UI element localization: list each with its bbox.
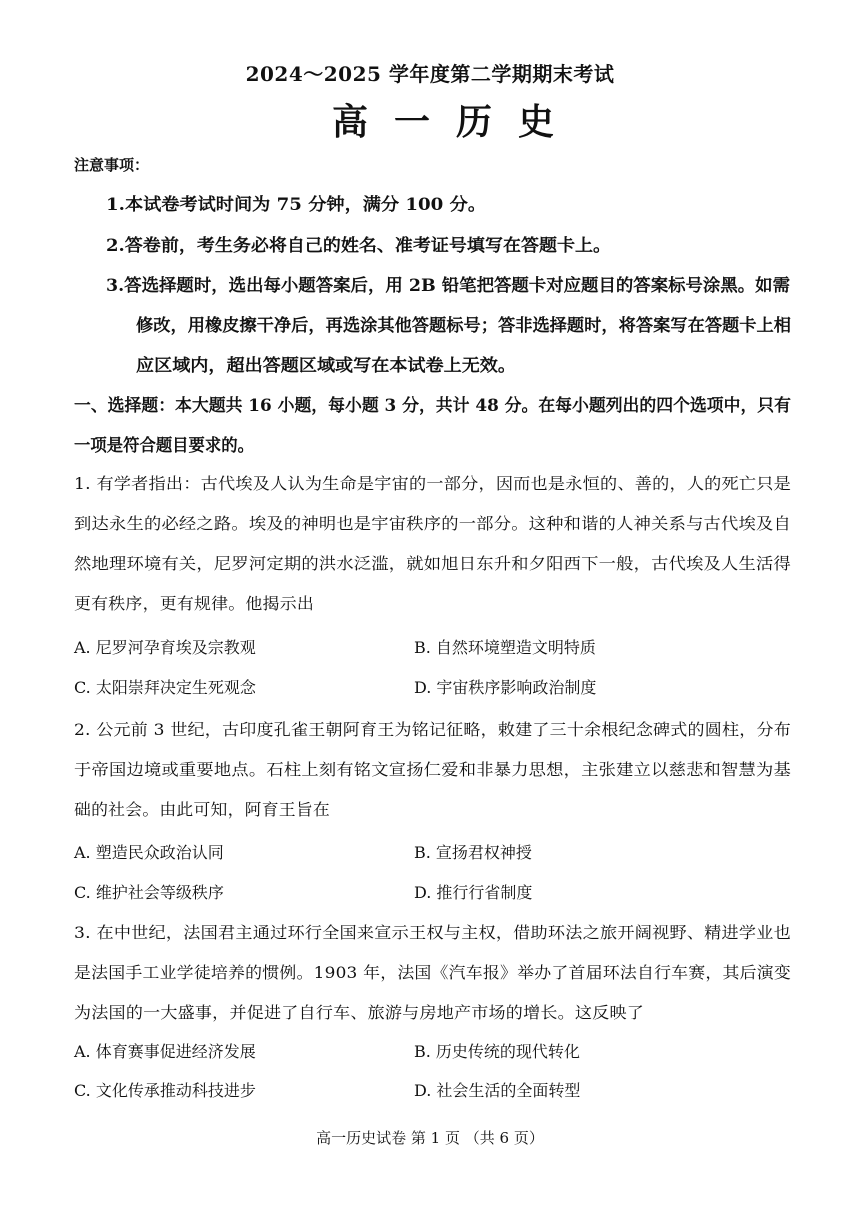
notice-heading: 注意事项：	[74, 156, 150, 174]
question-1-line-4: 更有秩序，更有规律。他揭示出	[74, 594, 314, 613]
question-3-line-1: 3. 在中世纪，法国君主通过环行全国来宣示王权与主权，借助环法之旅开阔视野、精进学业也	[74, 923, 791, 942]
question-2-option-c: C. 维护社会等级秩序	[74, 883, 224, 902]
question-2-line-3: 础的社会。由此可知，阿育王旨在	[74, 800, 330, 819]
notice-item-3: 3.答选择题时，选出每小题答案后，用 2B 铅笔把答题卡对应题目的答案标号涂黑。如需	[106, 276, 790, 296]
notice-item-2: 2.答卷前，考生务必将自己的姓名、准考证号填写在答题卡上。	[106, 236, 611, 256]
section-heading: 一、选择题：本大题共 16 小题，每小题 3 分，共计 48 分。在每小题列出的四个选项中，只有	[74, 396, 791, 416]
question-3-line-2: 是法国手工业学徒培养的惯例。1903 年，法国《汽车报》举办了首届环法自行车赛，其后演变	[74, 963, 791, 982]
question-1-option-a: A. 尼罗河孕育埃及宗教观	[74, 638, 256, 657]
question-1-line-1: 1. 有学者指出：古代埃及人认为生命是宇宙的一部分，因而也是永恒的、善的，人的死亡只是	[74, 474, 791, 493]
question-3-line-3: 为法国的一大盛事，并促进了自行车、旅游与房地产市场的增长。这反映了	[74, 1003, 644, 1022]
question-3-option-b: B. 历史传统的现代转化	[414, 1042, 580, 1061]
question-3-option-d: D. 社会生活的全面转型	[414, 1081, 581, 1100]
question-1-option-b: B. 自然环境塑造文明特质	[414, 638, 596, 657]
question-2-option-d: D. 推行行省制度	[414, 883, 533, 902]
notice-item-3-cont-1: 修改，用橡皮擦干净后，再选涂其他答题标号；答非选择题时，将答案写在答题卡上相	[136, 316, 791, 336]
question-1-line-2: 到达永生的必经之路。埃及的神明也是宇宙秩序的一部分。这种和谐的人神关系与古代埃及自	[74, 514, 791, 533]
question-3-option-a: A. 体育赛事促进经济发展	[74, 1042, 256, 1061]
exam-title: 2024～2025 学年度第二学期期末考试	[245, 62, 615, 86]
question-2-option-a: A. 塑造民众政治认同	[74, 843, 224, 862]
page-footer: 高一历史试卷 第 1 页 （共 6 页）	[316, 1129, 544, 1147]
subject-title: 高一历史	[331, 101, 580, 143]
notice-item-3-cont-2: 应区域内，超出答题区域或写在本试卷上无效。	[136, 356, 516, 376]
question-1-line-3: 然地理环境有关，尼罗河定期的洪水泛滥，就如旭日东升和夕阳西下一般，古代埃及人生活得	[74, 554, 791, 573]
question-1-option-d: D. 宇宙秩序影响政治制度	[414, 678, 597, 697]
notice-item-1: 1.本试卷考试时间为 75 分钟，满分 100 分。	[106, 195, 486, 215]
question-2-line-1: 2. 公元前 3 世纪，古印度孔雀王朝阿育王为铭记征略，敕建了三十余根纪念碑式的圆柱，分布	[74, 720, 792, 739]
section-heading-cont: 一项是符合题目要求的。	[74, 436, 254, 456]
question-2-option-b: B. 宣扬君权神授	[414, 843, 532, 862]
question-1-option-c: C. 太阳崇拜决定生死观念	[74, 678, 256, 697]
question-3-option-c: C. 文化传承推动科技进步	[74, 1081, 256, 1100]
question-2-line-2: 于帝国边境或重要地点。石柱上刻有铭文宣扬仁爱和非暴力思想，主张建立以慈悲和智慧为基	[74, 760, 791, 779]
